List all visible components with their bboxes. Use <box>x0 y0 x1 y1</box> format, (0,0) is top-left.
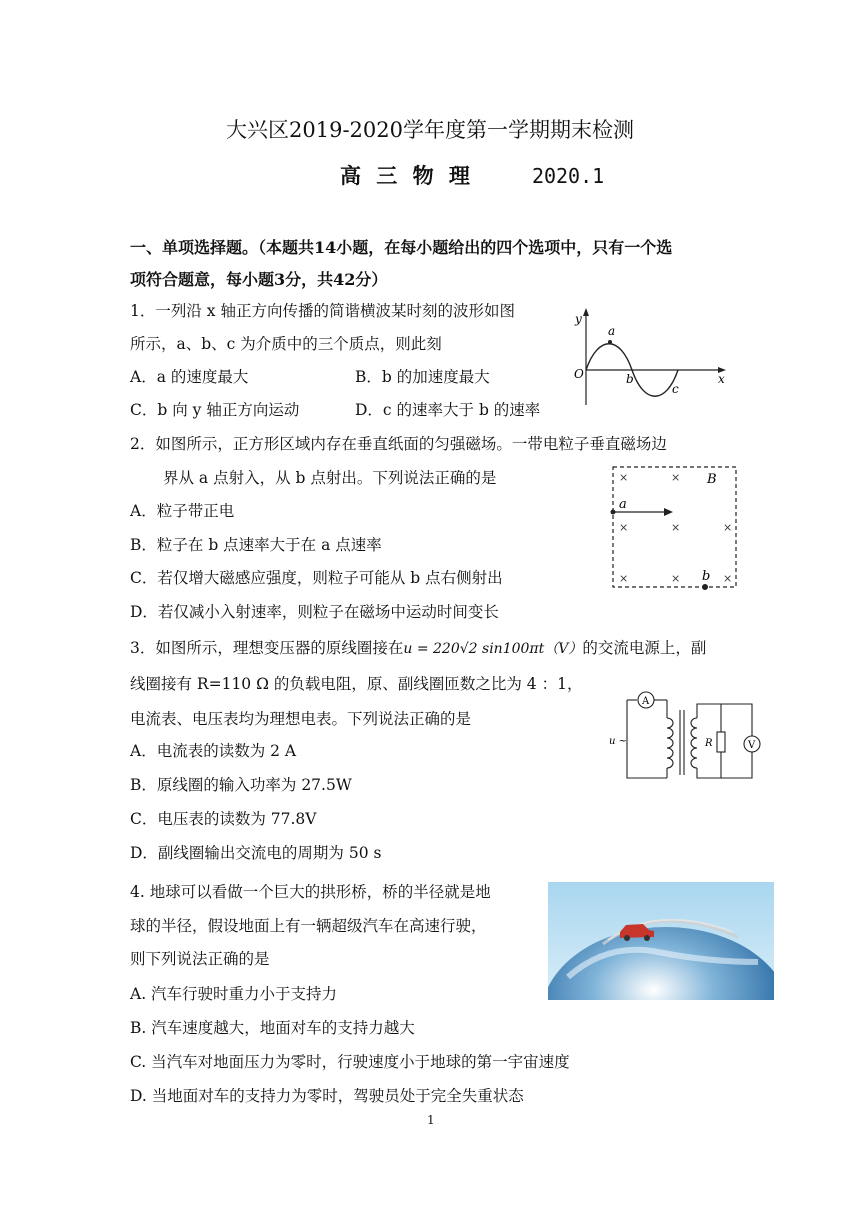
q3-formula: u = 220√2 sin100πt（V） <box>403 641 583 657</box>
q4-option-d: D. 当地面对车的支持力为零时，驾驶员处于完全失重状态 <box>130 1087 524 1105</box>
page-number: 1 <box>427 1113 435 1127</box>
subject-title <box>340 160 604 190</box>
field-cross: × <box>619 572 629 585</box>
voltmeter-label: V <box>748 740 756 751</box>
q4-stem-line3: 则下列说法正确的是 <box>130 950 270 968</box>
q3-transformer-circuit <box>605 690 765 785</box>
field-cross: × <box>671 572 681 585</box>
ammeter-label: A <box>642 696 650 707</box>
q2-option-c: C．若仅增大磁感应强度，则粒子可能从 b 点右侧射出 <box>130 569 503 587</box>
q4-option-a: A. 汽车行驶时重力小于支持力 <box>130 985 338 1003</box>
q1-point-b: b <box>626 372 634 386</box>
q3-option-b: B．原线圈的输入功率为 27.5W <box>130 776 352 794</box>
section-heading-line2: 项符合题意，每小题3分，共42分） <box>130 270 388 289</box>
q3-option-d: D．副线圈输出交流电的周期为 50 s <box>130 844 382 862</box>
field-cross: × <box>723 521 733 534</box>
source-label: u ~ <box>609 736 627 747</box>
field-cross: × <box>619 471 629 484</box>
q2-option-b: B．粒子在 b 点速率大于在 a 点速率 <box>130 536 382 554</box>
q2-label-B: B <box>707 472 717 487</box>
q3-option-a: A．电流表的读数为 2 A <box>130 742 297 760</box>
field-cross: × <box>723 572 733 585</box>
q2-magnetic-field-figure <box>605 460 745 595</box>
q1-wave-figure <box>560 305 730 410</box>
q4-stem-line2: 球的半径，假设地面上有一辆超级汽车在高速行驶， <box>130 917 487 935</box>
q2-point-b: b <box>702 569 711 584</box>
q3-stem-line1 <box>130 636 706 658</box>
q1-stem-line2: 所示，a、b、c 为介质中的三个质点，则此刻 <box>130 335 442 353</box>
field-cross: × <box>671 521 681 534</box>
q1-axis-x-label: x <box>718 372 725 386</box>
q1-stem-line1: 1．一列沿 x 轴正方向传播的简谐横波某时刻的波形如图 <box>130 302 515 320</box>
resistor-label: R <box>705 738 713 749</box>
q2-stem-line1: 2．如图所示，正方形区域内存在垂直纸面的匀强磁场。一带电粒子垂直磁场边 <box>130 435 667 453</box>
q3-stem-prefix: 3．如图所示，理想变压器的原线圈接在 <box>130 639 404 657</box>
q1-option-d: D．c 的速率大于 b 的速率 <box>355 401 541 419</box>
q1-point-a: a <box>608 324 616 338</box>
q2-option-a: A．粒子带正电 <box>130 502 235 520</box>
q3-stem-line3: 电流表、电压表均为理想电表。下列说法正确的是 <box>130 710 472 728</box>
q2-stem-line2: 界从 a 点射入，从 b 点射出。下列说法正确的是 <box>163 469 497 487</box>
q2-point-a: a <box>619 497 627 512</box>
q1-point-c: c <box>672 382 679 396</box>
q1-axis-y-label: y <box>575 312 582 326</box>
q4-earth-car-image <box>548 882 774 1000</box>
q1-option-b: B．b 的加速度最大 <box>355 368 490 386</box>
subject-name: 高 三 物 理 <box>340 163 474 188</box>
q4-option-b: B. 汽车速度越大，地面对车的支持力越大 <box>130 1019 415 1037</box>
section-heading-line1: 一、单项选择题。（本题共14小题，在每小题给出的四个选项中，只有一个选 <box>130 238 673 257</box>
q1-option-a: A．a 的速度最大 <box>130 368 249 386</box>
q3-stem-line2: 线圈接有 R=110 Ω 的负载电阻，原、副线圈匝数之比为 4 ：1， <box>130 675 583 693</box>
q3-stem-suffix: 的交流电源上，副 <box>582 639 707 657</box>
exam-title: 大兴区2019-2020学年度第一学期期末检测 <box>226 118 634 142</box>
field-cross: × <box>619 521 629 534</box>
q1-option-c: C．b 向 y 轴正方向运动 <box>130 401 300 419</box>
q2-option-d: D．若仅减小入射速率，则粒子在磁场中运动时间变长 <box>130 603 499 621</box>
exam-date: 2020.1 <box>531 164 605 188</box>
field-cross: × <box>671 471 681 484</box>
q4-option-c: C. 当汽车对地面压力为零时，行驶速度小于地球的第一宇宙速度 <box>130 1053 570 1071</box>
q3-option-c: C．电压表的读数为 77.8V <box>130 810 317 828</box>
q4-stem-line1: 4. 地球可以看做一个巨大的拱形桥，桥的半径就是地 <box>130 883 491 901</box>
q1-origin-label: O <box>574 367 584 381</box>
